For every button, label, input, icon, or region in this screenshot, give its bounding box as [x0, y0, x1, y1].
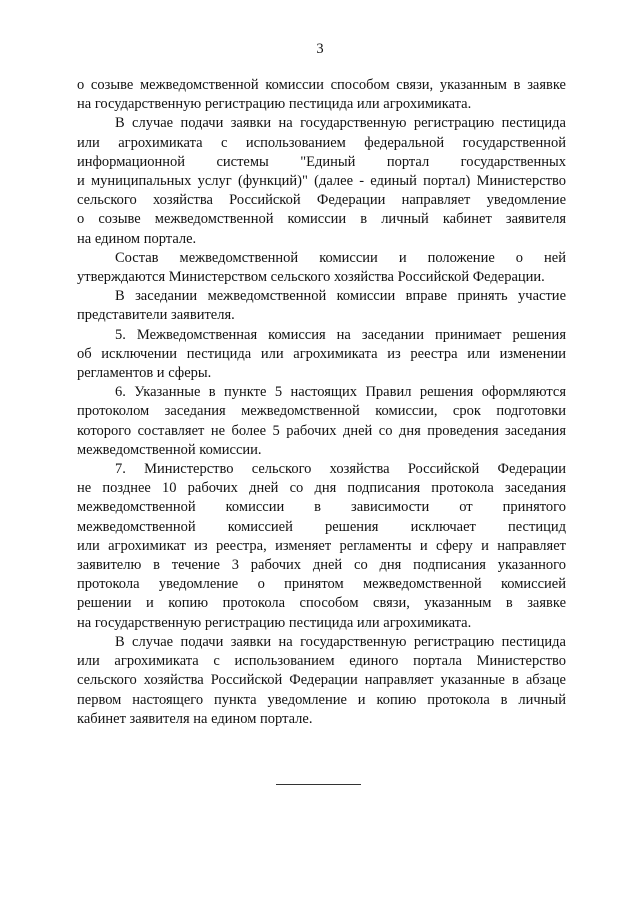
text-line: 5. Межведомственная комиссия на заседании принимает решения — [115, 326, 566, 343]
text-line: об исключении пестицида или агрохимиката из реестра или изменении — [77, 345, 566, 362]
end-of-document-rule — [276, 784, 361, 785]
text-line: которого составляет не более 5 рабочих дней со дня проведения заседания — [77, 422, 566, 439]
text-line: В заседании межведомственной комиссии вправе принять участие — [115, 288, 566, 305]
paragraph — [77, 326, 566, 384]
text-line: протоколом заседания межведомственной комиссии, срок подготовки — [77, 403, 566, 420]
text-line: или агрохимиката с использованием федеральной государственной — [77, 134, 566, 151]
text-line: не позднее 10 рабочих дней со дня подписания протокола заседания — [77, 480, 566, 497]
text-line: заявителю в течение 3 рабочих дней со дня подписания указанного — [77, 557, 566, 574]
text-line: В случае подачи заявки на государственную регистрацию пестицида — [115, 633, 566, 650]
text-line: межведомственной комиссии. — [77, 441, 262, 458]
paragraph — [77, 114, 566, 248]
paragraph — [77, 76, 566, 114]
text-line: о созыве межведомственной комиссии способом связи, указанным в заявке — [77, 77, 566, 93]
text-line: или агрохимикат из реестра, изменяет регламенты и сферу и направляет — [77, 537, 566, 554]
text-line: представители заявителя. — [77, 307, 235, 324]
text-line: кабинет заявителя на едином портале. — [77, 710, 313, 727]
text-line: протокола уведомление о принятом межведомственной комиссией — [77, 576, 566, 593]
text-line: на государственную регистрацию пестицида или агрохимиката. — [77, 614, 472, 631]
text-line: Состав межведомственной комиссии и положение о ней — [115, 249, 566, 266]
paragraph — [77, 287, 566, 325]
text-line: о созыве межведомственной комиссии в личный кабинет заявителя — [77, 211, 566, 228]
text-line: 7. Министерство сельского хозяйства Российской Федерации — [115, 461, 566, 478]
text-line: межведомственной комиссии в зависимости от принятого — [77, 499, 566, 516]
text-line: В случае подачи заявки на государственную регистрацию пестицида — [115, 115, 566, 132]
text-line: решении и копию протокола способом связи, указанным в заявке — [77, 595, 566, 612]
text-line: информационной системы "Единый портал государственных — [77, 153, 566, 170]
text-line: первом настоящего пункта уведомление и копию протокола в личный — [77, 691, 566, 708]
paragraph — [77, 383, 566, 460]
text-line: межведомственной комиссией решения исключает пестицид — [77, 518, 566, 535]
paragraph — [77, 460, 566, 633]
text-line: на государственную регистрацию пестицида или агрохимиката. — [77, 96, 472, 113]
text-line: сельского хозяйства Российской Федерации направляет указанные в абзаце — [77, 672, 566, 689]
page-number: 3 — [316, 41, 324, 57]
text-line: утверждаются Министерством сельского хозяйства Российской Федерации. — [77, 269, 545, 286]
text-line: сельского хозяйства Российской Федерации направляет уведомление — [77, 192, 566, 209]
text-line: или агрохимиката с использованием единого портала Министерство — [77, 653, 566, 670]
document-body — [77, 76, 566, 729]
text-line: на едином портале. — [77, 230, 197, 247]
paragraph — [77, 633, 566, 729]
text-line: регламентов и сферы. — [77, 365, 212, 382]
text-line: и муниципальных услуг (функций)" (далее - единый портал) Министерство — [77, 173, 566, 190]
paragraph — [77, 249, 566, 287]
text-line: 6. Указанные в пункте 5 настоящих Правил решения оформляются — [115, 384, 566, 401]
